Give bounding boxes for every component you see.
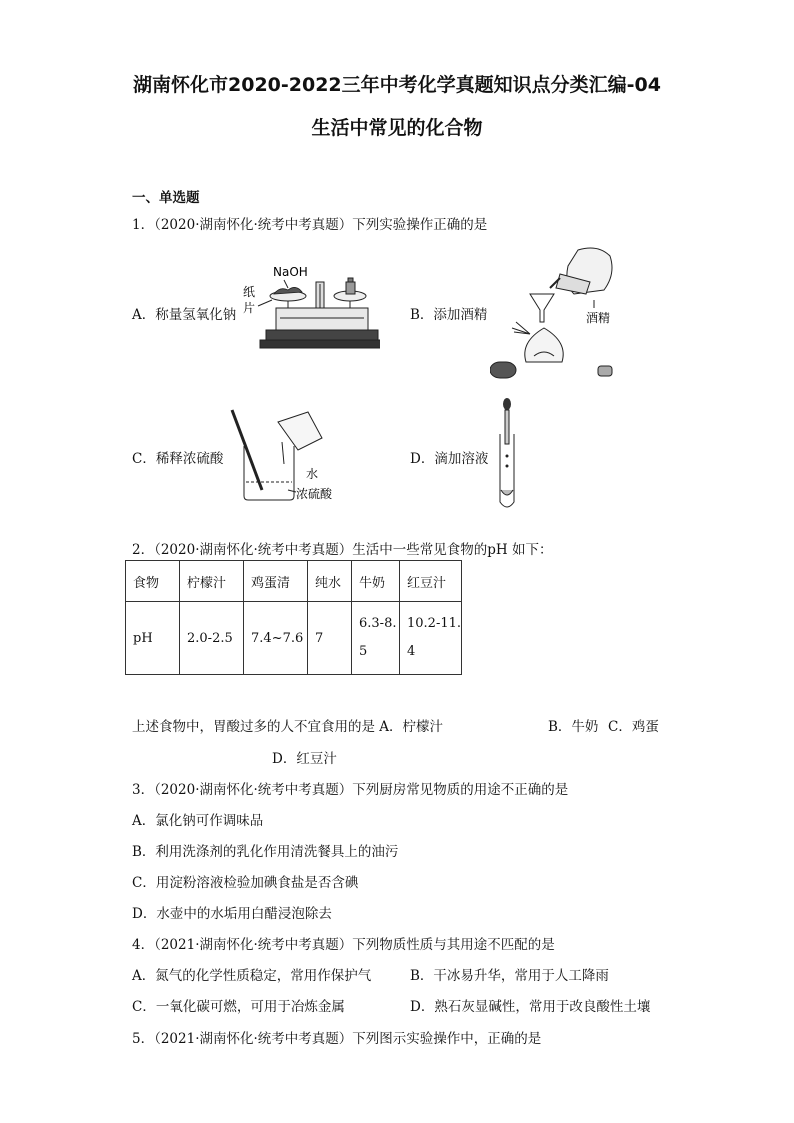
ph-header-cell: 柠檬汁 [180, 561, 244, 602]
conc-acid-label: 浓硫酸 [296, 487, 333, 501]
q2-option-b: B．牛奶 [548, 719, 599, 735]
ph-value-cell: 6.3-8.5 [352, 602, 400, 675]
alcohol-label: 酒精 [586, 311, 611, 325]
q3-option-b: B．利用洗涤剂的乳化作用清洗餐具上的油污 [132, 844, 399, 860]
ph-value-cell: 7.4~7.6 [244, 602, 308, 675]
ph-header-cell: 食物 [126, 561, 180, 602]
q3-stem: 3．（2020·湖南怀化·统考中考真题）下列厨房常见物质的用途不正确的是 [132, 782, 569, 798]
q4-option-b: B．干冰易升华，常用于人工降雨 [410, 968, 609, 984]
q4-option-d: D．熟石灰显碱性，常用于改良酸性土壤 [410, 999, 651, 1015]
section-heading: 一、单选题 [132, 190, 200, 206]
q1-option-b: B．添加酒精 [410, 307, 488, 323]
ph-value-cell: 10.2-11.4 [400, 602, 462, 675]
q4-option-c: C．一氧化碳可燃，可用于冶炼金属 [132, 999, 345, 1015]
water-label: 水 [306, 467, 319, 481]
ph-table-header-row [126, 561, 462, 602]
ph-table [125, 560, 462, 675]
naoh-label: NaOH [273, 265, 308, 279]
q3-option-d: D．水壶中的水垢用白醋浸泡除去 [132, 906, 332, 922]
ph-value-cell: 2.0-2.5 [180, 602, 244, 675]
q1-stem: 1．（2020·湖南怀化·统考中考真题）下列实验操作正确的是 [132, 217, 488, 233]
q4-stem: 4．（2021·湖南怀化·统考中考真题）下列物质性质与其用途不匹配的是 [132, 937, 555, 953]
q2-option-d: D．红豆汁 [272, 751, 337, 767]
ph-header-cell: 红豆汁 [400, 561, 462, 602]
paper-label-2: 片 [243, 301, 256, 315]
q3-option-a: A．氯化钠可作调味品 [132, 813, 264, 829]
dilution-figure [222, 406, 352, 506]
q1-option-a: A．称量氢氧化钠 [132, 307, 237, 323]
q4-option-a: A．氮气的化学性质稳定，常用作保护气 [132, 968, 372, 984]
q2-option-c: C．鸡蛋 [608, 719, 659, 735]
ph-value-cell: pH [126, 602, 180, 675]
dropper-figure [492, 394, 522, 514]
doc-title-line1: 湖南怀化市2020-2022三年中考化学真题知识点分类汇编-04 [133, 74, 661, 96]
q2-stem: 2．（2020·湖南怀化·统考中考真题）生活中一些常见食物的pH 如下： [132, 542, 553, 558]
q2-after-stem: 上述食物中，胃酸过多的人不宜食用的是 A．柠檬汁 [132, 719, 444, 735]
q5-stem: 5．（2021·湖南怀化·统考中考真题）下列图示实验操作中，正确的是 [132, 1031, 542, 1047]
q3-option-c: C．用淀粉溶液检验加碘食盐是否含碘 [132, 875, 359, 891]
ph-table-data-row [126, 602, 462, 675]
ph-header-cell: 鸡蛋清 [244, 561, 308, 602]
q1-option-d: D．滴加溶液 [410, 451, 489, 467]
ph-header-cell: 纯水 [308, 561, 352, 602]
q1-option-c: C．稀释浓硫酸 [132, 451, 224, 467]
doc-title-line2: 生活中常见的化合物 [311, 117, 483, 139]
paper-label-1: 纸 [243, 285, 256, 299]
ph-header-cell: 牛奶 [352, 561, 400, 602]
balance-figure [240, 258, 380, 358]
alcohol-lamp-figure [490, 244, 620, 384]
ph-value-cell: 7 [308, 602, 352, 675]
